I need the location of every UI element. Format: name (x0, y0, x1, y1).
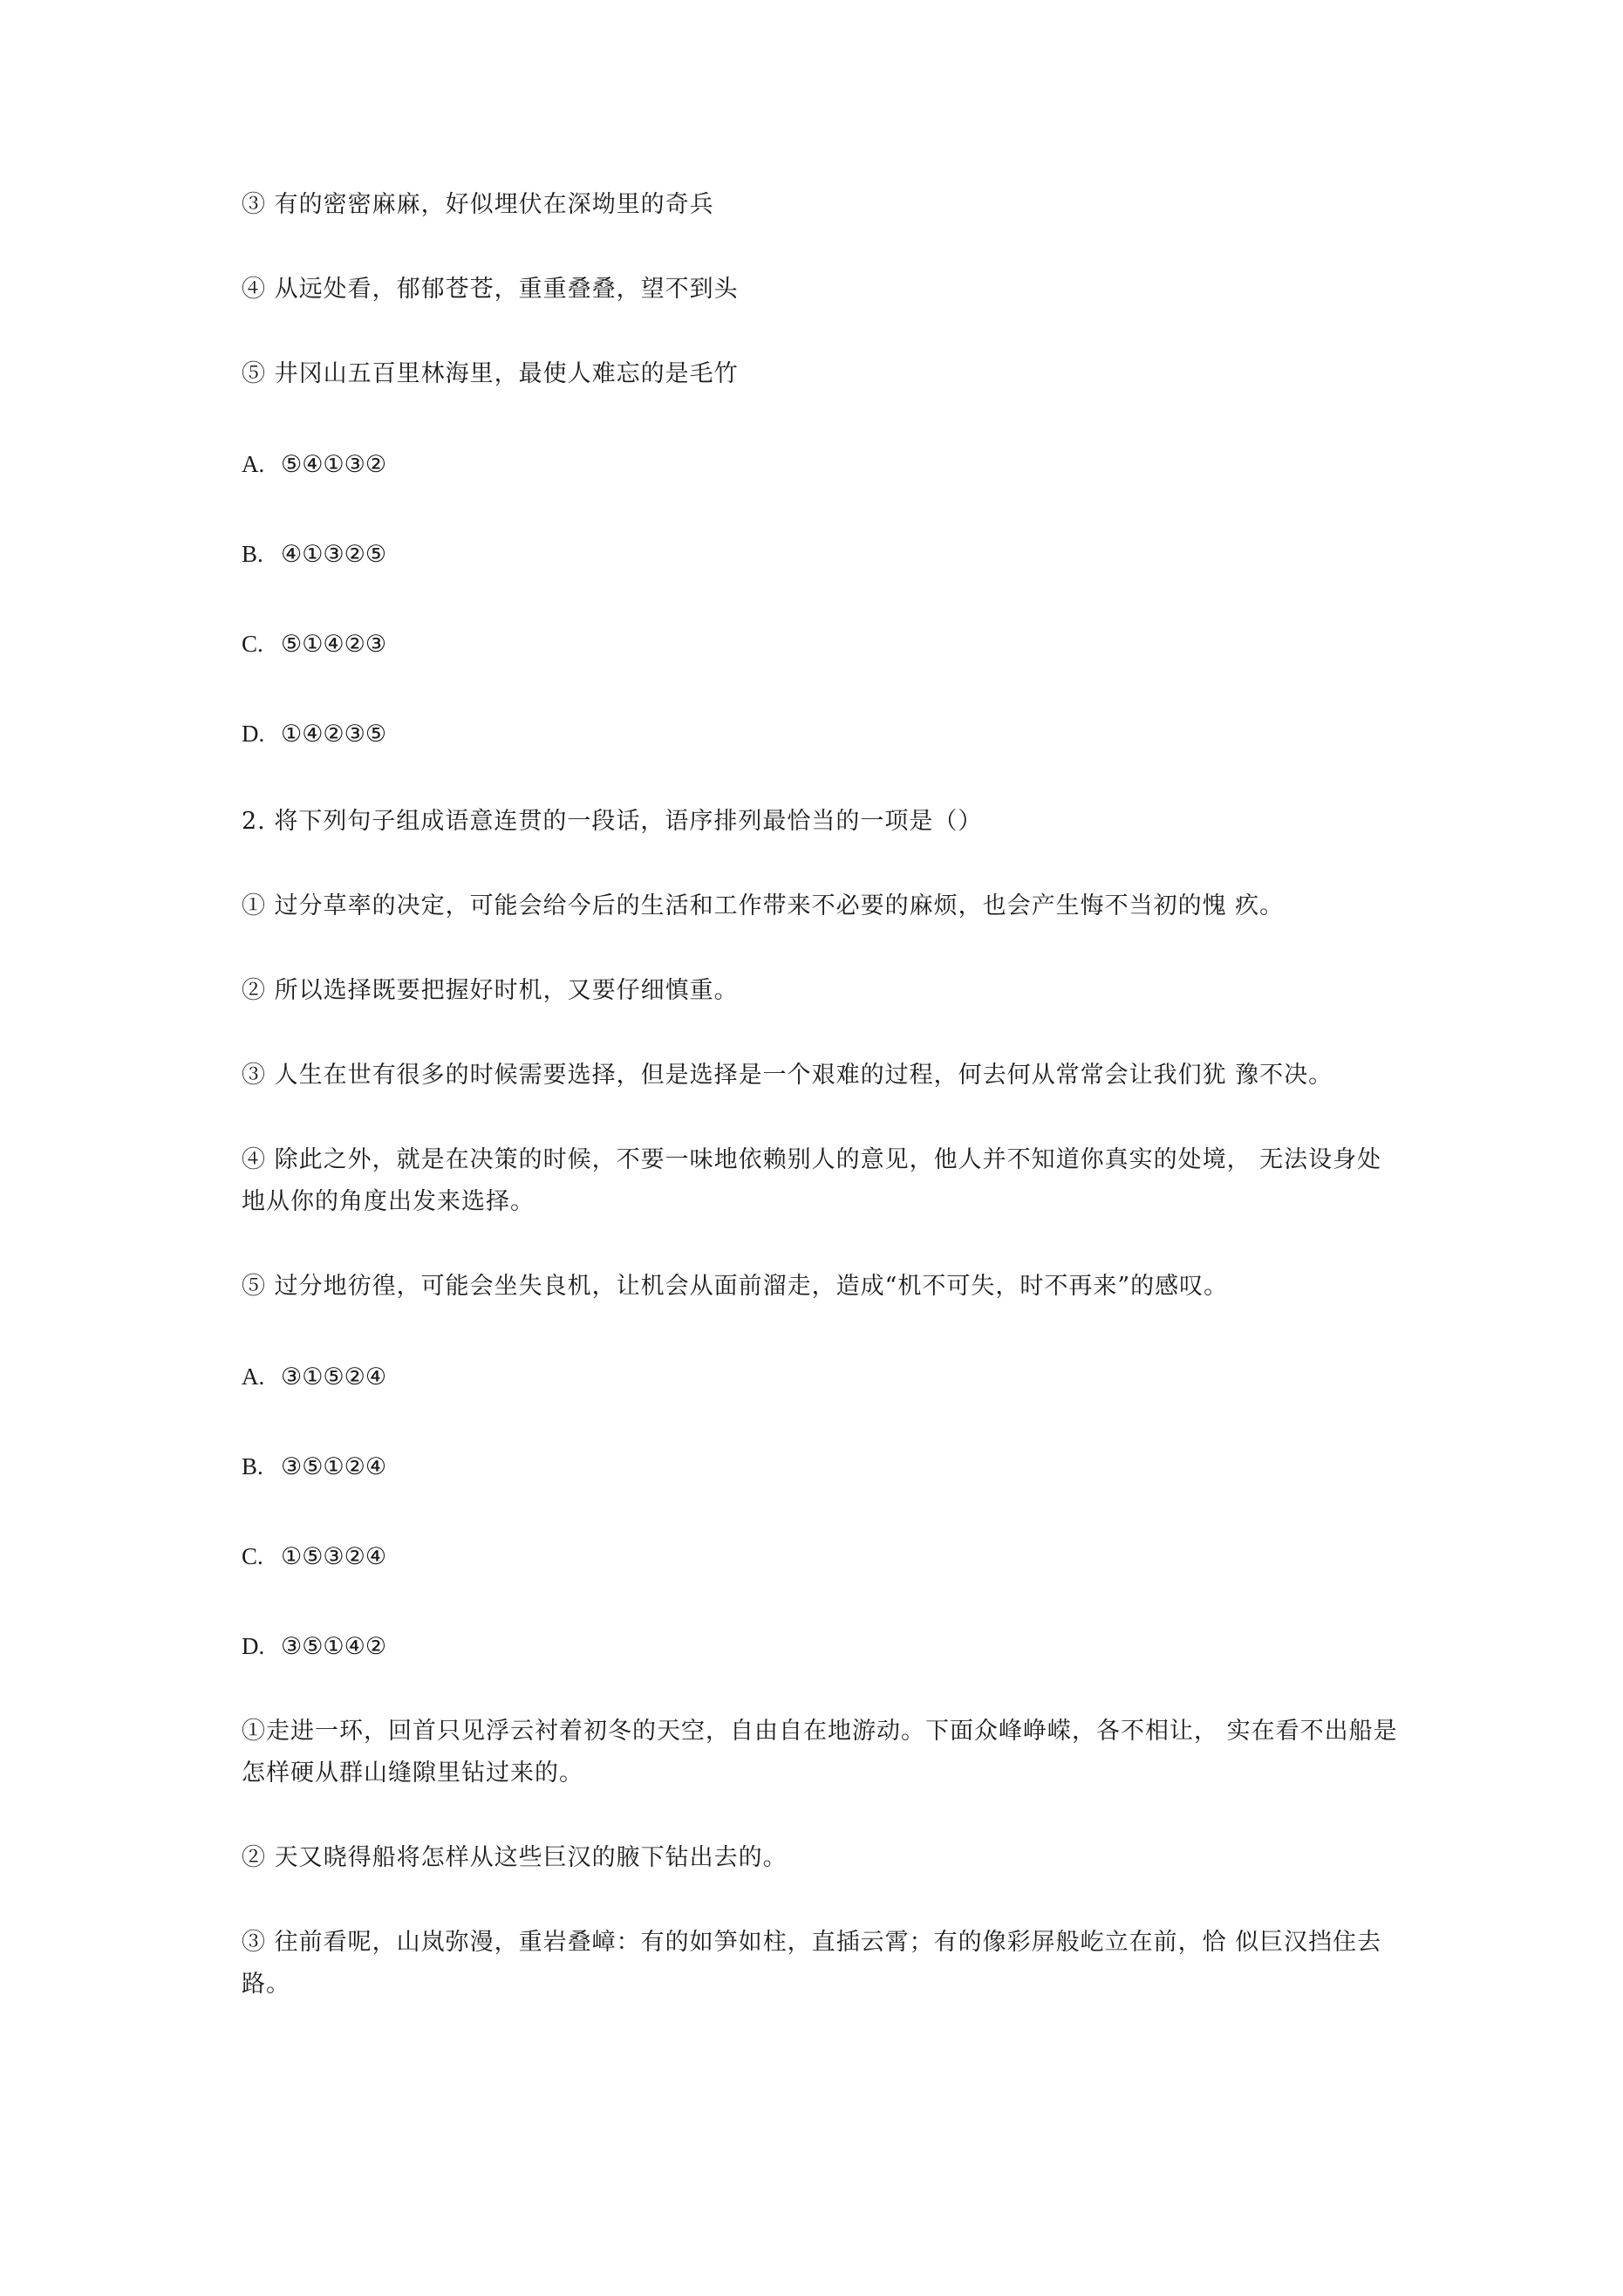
q2-option-b[interactable] (242, 1445, 386, 1488)
q1-sentence-3: ③ 有的密密麻麻，好似埋伏在深坳里的奇兵 (242, 191, 714, 218)
q1-option-b[interactable] (242, 533, 386, 576)
option-letter: A. (242, 451, 265, 477)
q1-option-c[interactable] (242, 623, 386, 666)
option-letter: D. (242, 721, 265, 747)
q2-sentence-1: ① 过分草率的决定，可能会给今后的生活和工作带来不必要的麻烦，也会产生悔不当初的愧 疚。 (242, 892, 1285, 919)
option-value: ⑤①④②③ (281, 631, 387, 658)
option-value: ④①③②⑤ (281, 541, 387, 568)
q2-option-d[interactable] (242, 1625, 386, 1668)
option-letter: C. (242, 1543, 263, 1569)
option-value: ③⑤①②④ (281, 1453, 387, 1480)
q3-sentence-2: ② 天又晓得船将怎样从这些巨汉的腋下钻出去的。 (242, 1844, 788, 1871)
q1-option-a[interactable] (242, 443, 386, 486)
option-letter: B. (242, 1453, 263, 1479)
q1-sentence-5: ⑤ 井冈山五百里林海里，最使人难忘的是毛竹 (242, 360, 739, 387)
option-value: ①④②③⑤ (281, 721, 387, 748)
q2-option-a[interactable] (242, 1356, 386, 1398)
q2-title: 2. 将下列句子组成语意连贯的一段话，语序排列最恰当的一项是（） (242, 808, 983, 835)
option-value: ⑤④①③② (281, 451, 387, 478)
option-value: ③⑤①④② (281, 1633, 387, 1660)
option-value: ①⑤③②④ (281, 1543, 387, 1570)
q2-sentence-5: ⑤ 过分地彷徨，可能会坐失良机，让机会从面前溜走，造成“机不可失，时不再来”的感叹。 (242, 1273, 1229, 1300)
option-letter: C. (242, 631, 263, 657)
q3-sentence-3: ③ 往前看呢，山岚弥漫，重岩叠嶂：有的如笋如柱，直插云霄；有的像彩屏般屹立在前，恰 似巨汉挡住去路。 (242, 1929, 1382, 1998)
q2-sentence-3: ③ 人生在世有很多的时候需要选择，但是选择是一个艰难的过程，何去何从常常会让我们犹 豫不决。 (242, 1062, 1333, 1089)
q2-sentence-2: ② 所以选择既要把握好时机，又要仔细慎重。 (242, 977, 739, 1004)
option-letter: D. (242, 1633, 265, 1659)
option-letter: A. (242, 1363, 265, 1390)
option-letter: B. (242, 541, 263, 567)
q3-sentence-1: ①走进一环，回首只见浮云衬着初冬的天空，自由自在地游动。下面众峰峥嵘，各不相让， 实在看不出船是怎样硬从群山缝隙里钻过来的。 (242, 1718, 1398, 1787)
q2-option-c[interactable] (242, 1535, 386, 1578)
q1-option-d[interactable] (242, 713, 386, 755)
option-value: ③①⑤②④ (281, 1363, 387, 1391)
q2-sentence-4: ④ 除此之外，就是在决策的时候，不要一味地依赖别人的意见，他人并不知道你真实的处境， 无法设身处地从你的角度出发来选择。 (242, 1146, 1382, 1215)
q1-sentence-4: ④ 从远处看，郁郁苍苍，重重叠叠，望不到头 (242, 276, 739, 303)
